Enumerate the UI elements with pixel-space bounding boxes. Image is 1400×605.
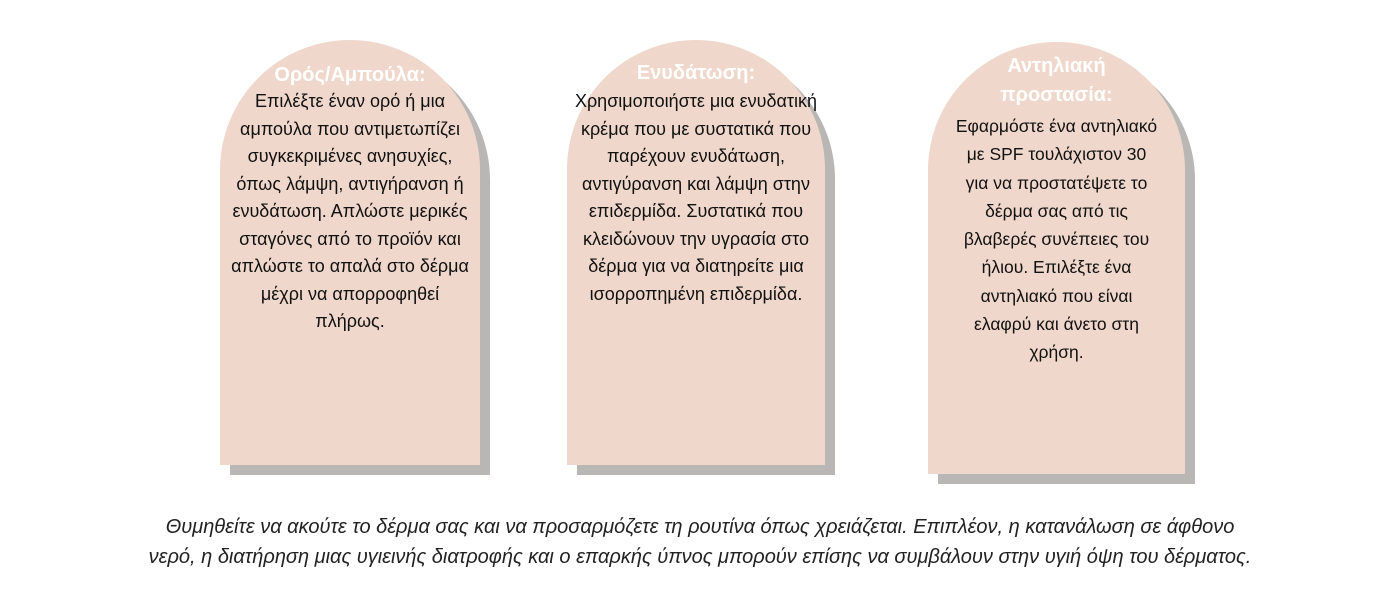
serum-card (220, 40, 480, 465)
card-body: Εφαρμόστε ένα αντηλιακό με SPF τουλάχιστον 30 για να προστατέψετε το δέρμα σας από τις βλαβερές συνέπειες του ήλιου. Επιλέξτε ένα αντηλιακό που είναι ελαφρύ και άνετο στη χρήση. (955, 116, 1158, 363)
card-body: Χρησιμοποιήστε μια ενυδατική κρέμα που με συστατικά που παρέχουν ενυδάτωση, αντιγύρανση και λάμψη στην επιδερμίδα. Συστατικά που κλειδώνουν την υγρασία στο δέρμα για να διατηρείτε μια ισορροπημένη επιδερμίδα. (574, 91, 818, 304)
card-panel (928, 42, 1185, 474)
footer-line-2: νερό, η διατήρηση μιας υγιεινής διατροφής και ο επαρκής ύπνος μπορούν επίσης να συμβάλουν στην υγιή όψη του δέρματος. (148, 546, 1252, 568)
hydration-card (567, 40, 825, 465)
card-title: Αντηλιακή προστασία: (1000, 55, 1113, 106)
card-title: Ορός/Αμπούλα: (274, 64, 426, 86)
card-title: Ενυδάτωση: (636, 62, 756, 84)
card-panel (567, 40, 825, 465)
footer-note (0, 512, 1400, 572)
card-panel (220, 40, 480, 465)
footer-line-1: Θυμηθείτε να ακούτε το δέρμα σας και να προσαρμόζετε τη ρουτίνα όπως χρειάζεται. Επιπλέον, η κατανάλωση σε άφθονο (165, 516, 1235, 538)
card-body: Επιλέξτε έναν ορό ή μια αμπούλα που αντιμετωπίζει συγκεκριμένες ανησυχίες, όπως λάμψη, αντιγήρανση ή ενυδάτωση. Απλώστε μερικές σταγόνες από το προϊόν και απλώστε το απαλά στο δέρμα μέχρι να απορροφηθεί πλήρως. (231, 91, 469, 331)
sun-protection-card (928, 42, 1185, 474)
